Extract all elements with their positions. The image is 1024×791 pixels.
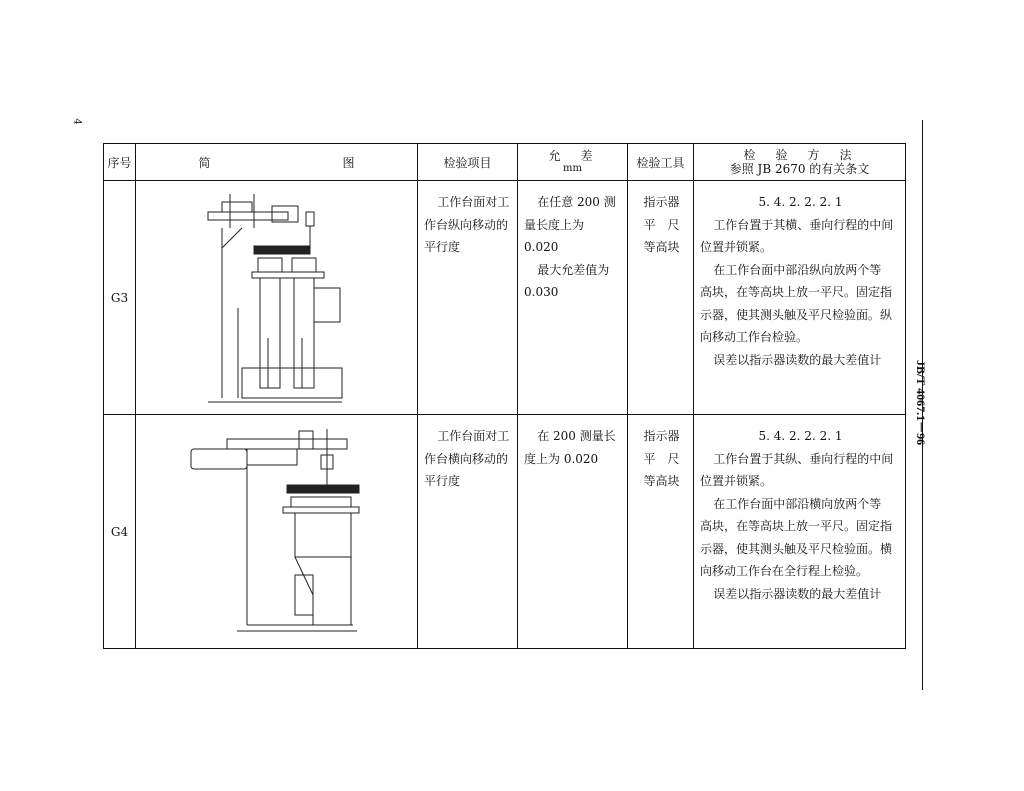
item-line: 作台纵向移动的 xyxy=(424,217,509,232)
method-line: 向移动工作台在全行程上检验。 xyxy=(700,564,869,578)
g3-machine-sketch-diagram xyxy=(202,188,352,408)
method-line: 工作台置于其纵、垂向行程的中间 xyxy=(713,451,894,466)
method-line: 示器，使其测头触及平尺检验面。纵 xyxy=(700,307,893,322)
method-line: 位置并锁紧。 xyxy=(700,240,773,254)
header-tolerance-unit: mm xyxy=(563,163,582,174)
row-seq: G4 xyxy=(104,415,136,649)
tool-line: 平 尺 xyxy=(643,217,680,232)
header-sketch-label: 简 图 xyxy=(198,155,415,170)
method-clause: 5. 4. 2. 2. 2. 1 xyxy=(758,429,843,443)
tolerance-cell xyxy=(518,181,628,415)
header-tolerance-title: 允 差 xyxy=(548,149,597,163)
method-cell xyxy=(694,181,906,415)
method-line: 误差以指示器读数的最大差值计 xyxy=(713,352,882,367)
tools-cell xyxy=(628,181,694,415)
header-method-title: 检 验 方 法 xyxy=(743,148,856,162)
method-line: 高块，在等高块上放一平尺。固定指 xyxy=(700,285,893,299)
tolerance-line: 最大允差值为 xyxy=(537,262,610,277)
page-number: 4 xyxy=(71,118,83,125)
inspection-table xyxy=(103,143,906,649)
method-line: 高块，在等高块上放一平尺。固定指 xyxy=(700,519,893,533)
item-line: 工作台面对工 xyxy=(437,429,510,443)
header-tolerance xyxy=(518,144,628,181)
tool-line: 平 尺 xyxy=(643,451,680,466)
method-line: 示器，使其测头触及平尺检验面。横 xyxy=(700,541,893,556)
item-cell xyxy=(418,181,518,415)
item-cell xyxy=(418,415,518,649)
tolerance-line: 量长度上为 xyxy=(524,217,585,232)
g4-machine-sketch-diagram xyxy=(187,425,367,639)
sketch-cell xyxy=(136,415,418,649)
tolerance-cell xyxy=(518,415,628,649)
tools-cell xyxy=(628,415,694,649)
method-cell xyxy=(694,415,906,649)
header-seq: 序号 xyxy=(104,144,136,181)
sketch-cell xyxy=(136,181,418,415)
tool-line: 等高块 xyxy=(643,474,680,488)
item-line: 平行度 xyxy=(424,474,461,488)
header-sketch xyxy=(136,144,418,181)
tolerance-line: 在 200 测量长 xyxy=(537,429,616,443)
method-line: 在工作台面中部沿纵向放两个等 xyxy=(713,262,882,277)
method-line: 误差以指示器读数的最大差值计 xyxy=(713,586,882,601)
tolerance-line: 在任意 200 测 xyxy=(537,195,616,209)
header-item: 检验项目 xyxy=(418,144,518,181)
item-line: 作台横向移动的 xyxy=(424,451,509,466)
header-tools: 检验工具 xyxy=(628,144,694,181)
header-method xyxy=(694,144,906,181)
header-method-sub: 参照 JB 2670 的有关条文 xyxy=(729,162,870,176)
method-line: 向移动工作台检验。 xyxy=(700,330,809,344)
tool-line: 指示器 xyxy=(643,429,680,443)
table-header-row xyxy=(104,144,906,181)
standard-id: JB/T 4067.1－96 xyxy=(914,360,928,446)
tolerance-line: 0.020 xyxy=(524,240,559,254)
method-clause: 5. 4. 2. 2. 2. 1 xyxy=(758,195,843,209)
tool-line: 指示器 xyxy=(643,195,680,209)
item-line: 平行度 xyxy=(424,240,461,254)
method-line: 工作台置于其横、垂向行程的中间 xyxy=(713,217,894,232)
method-line: 位置并锁紧。 xyxy=(700,474,773,488)
table-row xyxy=(104,415,906,649)
tolerance-line: 度上为 0.020 xyxy=(524,451,599,466)
item-line: 工作台面对工 xyxy=(437,195,510,209)
tool-line: 等高块 xyxy=(643,240,680,254)
method-line: 在工作台面中部沿横向放两个等 xyxy=(713,496,882,511)
row-seq: G3 xyxy=(104,181,136,415)
tolerance-line: 0.030 xyxy=(524,285,559,299)
table-row xyxy=(104,181,906,415)
